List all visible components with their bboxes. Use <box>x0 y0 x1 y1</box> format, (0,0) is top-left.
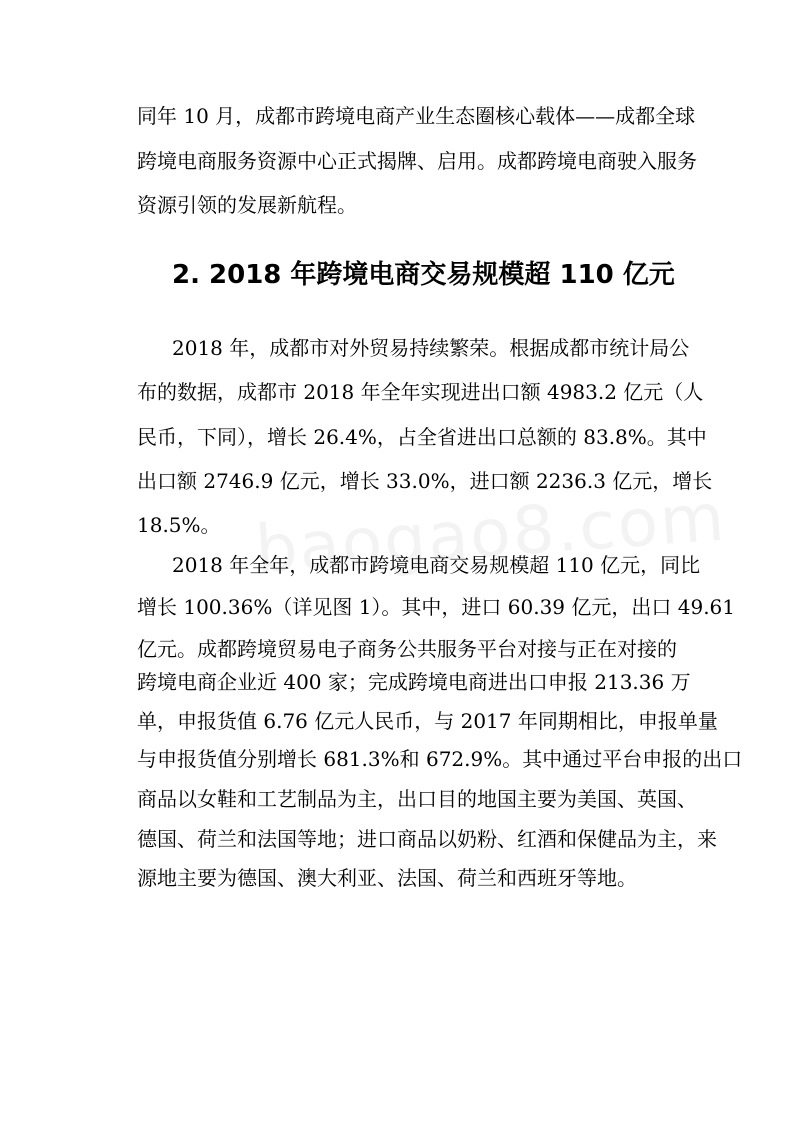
paragraph2-line-1: 2018 年全年，成都市跨境电商交易规模超 110 亿元，同比 <box>172 553 701 577</box>
section-heading: 2. 2018 年跨境电商交易规模超 110 亿元 <box>172 260 675 290</box>
paragraph1-line-5: 18.5%。 <box>137 513 221 537</box>
paragraph2-line-8: 德国、荷兰和法国等地；进口商品以奶粉、红酒和保健品为主，来 <box>137 827 717 851</box>
paragraph2-line-4: 跨境电商企业近 400 家；完成跨境电商进出口申报 213.36 万 <box>137 670 691 694</box>
paragraph2-line-2: 增长 100.36%（详见图 1）。其中，进口 60.39 亿元，出口 49.61 <box>137 595 736 619</box>
paragraph1-line-1: 2018 年，成都市对外贸易持续繁荣。根据成都市统计局公 <box>172 336 690 360</box>
paragraph1-line-4: 出口额 2746.9 亿元，增长 33.0%，进口额 2236.3 亿元，增长 <box>137 469 713 493</box>
paragraph2-line-9: 源地主要为德国、澳大利亚、法国、荷兰和西班牙等地。 <box>137 866 637 890</box>
intro-line-3: 资源引领的发展新航程。 <box>137 193 357 217</box>
intro-line-2: 跨境电商服务资源中心正式揭牌、启用。成都跨境电商驶入服务 <box>137 149 697 173</box>
paragraph2-line-3: 亿元。成都跨境贸易电子商务公共服务平台对接与正在对接的 <box>137 637 677 661</box>
paragraph2-line-7: 商品以女鞋和工艺制品为主，出口目的地国主要为美国、英国、 <box>137 787 697 811</box>
paragraph2-line-6: 与申报货值分别增长 681.3%和 672.9%。其中通过平台申报的出口 <box>137 747 743 771</box>
paragraph1-line-2: 布的数据，成都市 2018 年全年实现进出口额 4983.2 亿元（人 <box>137 380 704 404</box>
paragraph1-line-3: 民币，下同），增长 26.4%，占全省进出口总额的 83.8%。其中 <box>137 425 707 449</box>
intro-line-1: 同年 10 月，成都市跨境电商产业生态圈核心载体——成都全球 <box>137 104 696 128</box>
paragraph2-line-5: 单，申报货值 6.76 亿元人民币，与 2017 年同期相比，申报单量 <box>137 709 718 733</box>
